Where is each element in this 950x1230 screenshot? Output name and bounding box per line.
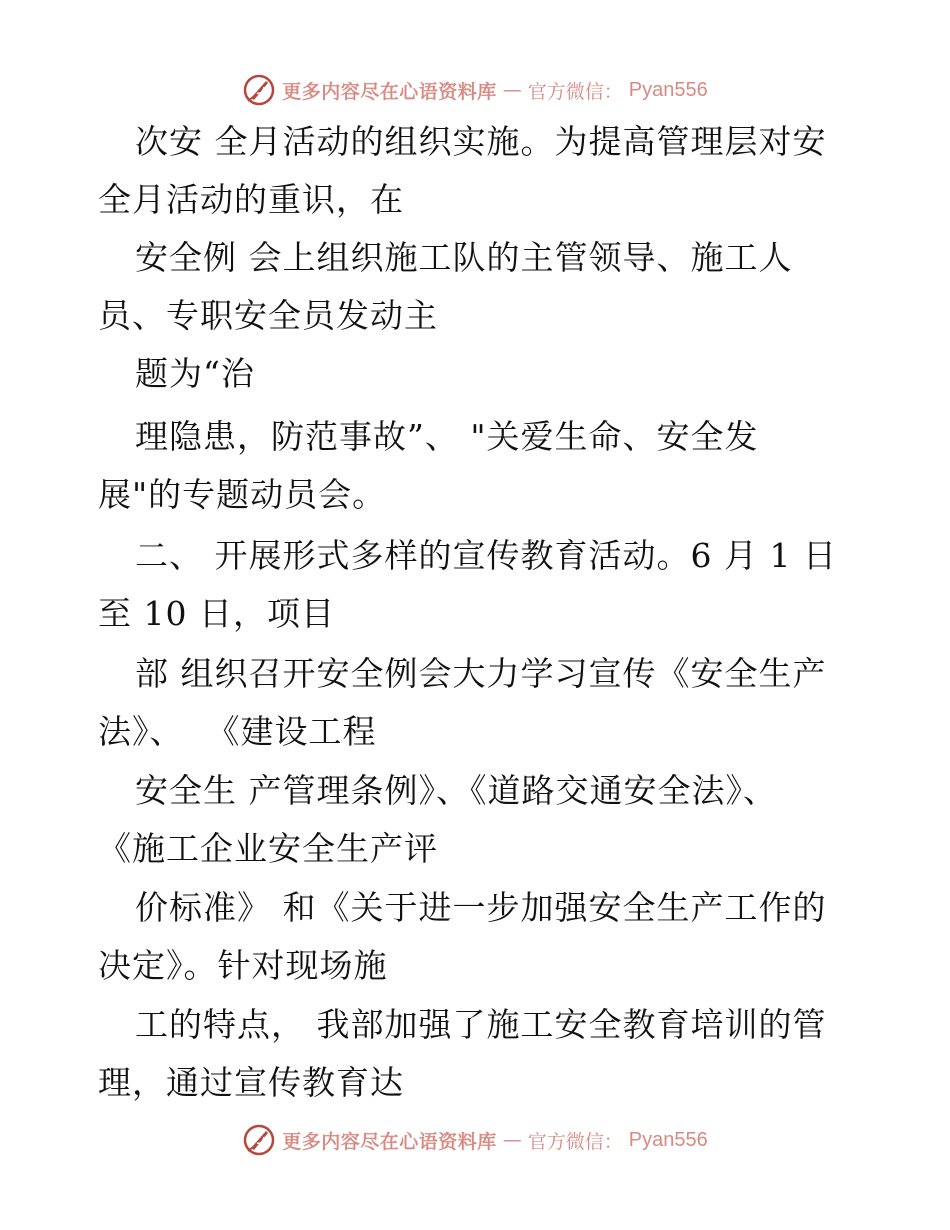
watermark-wechat-id: Pyan556	[628, 1128, 708, 1151]
text-line: 部 组织召开安全例会大力学习宣传《安全生产	[135, 654, 827, 693]
text-line: 安全生 产管理条例》、《道路交通安全法》、	[135, 771, 777, 810]
text-line: 题为“治	[135, 354, 255, 393]
text-line: 决定》。针对现场施	[98, 946, 388, 985]
text-line: 《施工企业安全生产评	[98, 829, 438, 868]
text-line: 至 10 日，项目	[98, 594, 335, 633]
text-line: 理，通过宣传教育达	[98, 1063, 404, 1102]
header-watermark	[0, 70, 950, 110]
watermark-text: 更多内容尽在心语资料库	[282, 1130, 497, 1153]
text-line: 理隐患，防范事故”、 "关爱生命、安全发	[135, 417, 759, 456]
quill-logo-icon	[242, 73, 276, 107]
footer-watermark	[0, 1120, 950, 1160]
watermark-dash: —	[502, 79, 522, 101]
text-line: 价标准》 和《关于进一步加强安全生产工作的	[135, 888, 827, 927]
watermark-wechat-id: Pyan556	[628, 78, 708, 101]
text-line: 展"的专题动员会。	[98, 475, 387, 514]
text-line: 员、专职安全员发动主	[98, 296, 438, 335]
quill-logo-icon	[242, 1123, 276, 1157]
text-line: 工的特点， 我部加强了施工安全教育培训的管	[135, 1005, 827, 1044]
text-line: 安全例 会上组织施工队的主管领导、施工人	[135, 238, 793, 277]
watermark-text: 更多内容尽在心语资料库	[282, 80, 497, 103]
text-line: 全月活动的重识，在	[98, 180, 404, 219]
watermark-wechat-label: 官方微信：	[527, 80, 623, 103]
watermark-wechat-label: 官方微信：	[527, 1130, 623, 1153]
text-line: 二、 开展形式多样的宣传教育活动。6 月 1 日	[135, 536, 837, 575]
watermark-dash: —	[502, 1129, 522, 1151]
text-line: 法》、 《建设工程	[98, 712, 377, 751]
text-line: 次安 全月活动的组织实施。为提高管理层对安	[135, 122, 827, 161]
